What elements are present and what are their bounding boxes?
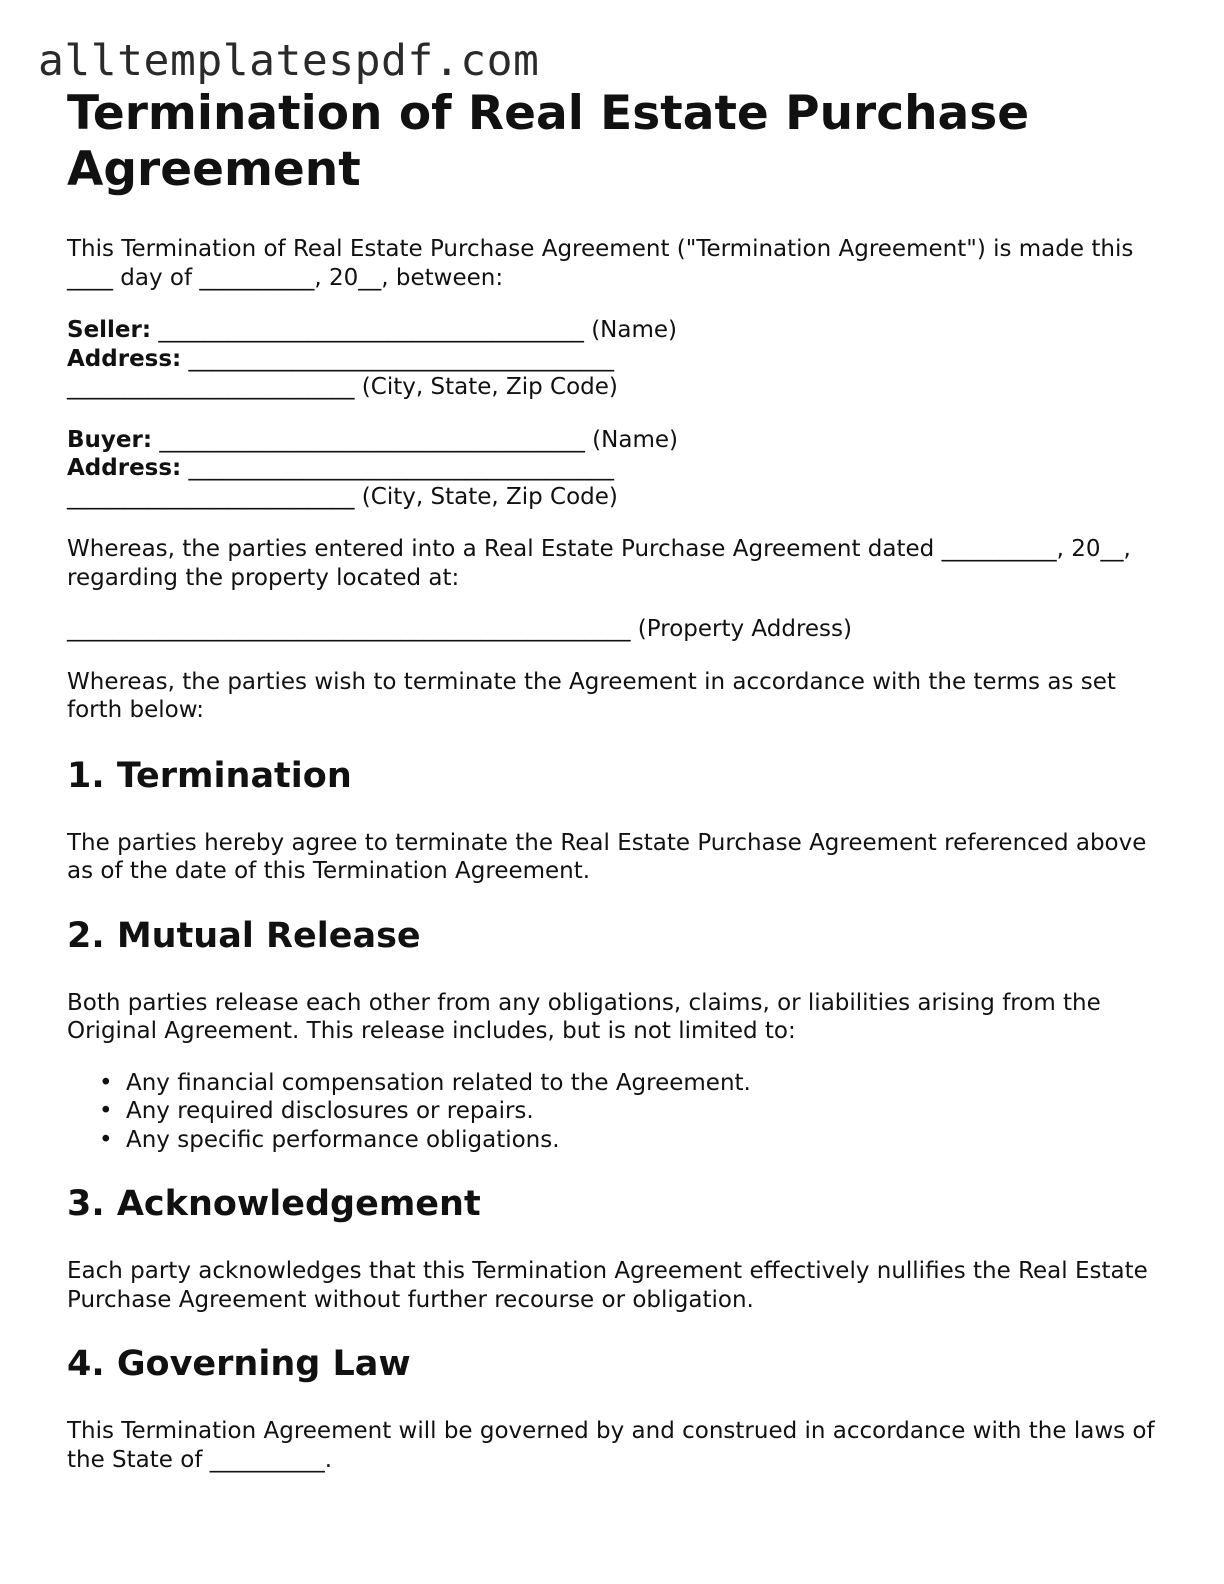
seller-city-field: _________________________ (City, State, Zip Code) (67, 374, 618, 400)
list-item-text: Any required disclosures or repairs. (126, 1098, 534, 1124)
seller-address-field: _____________________________________ (181, 345, 615, 372)
section-body-mutual-release: Both parties release each other from any obligations, claims, or liabilities arising from the Original Agreement. This release includes, but is not limited to: (67, 989, 1101, 1044)
list-item (99, 1126, 1157, 1155)
list-item (99, 1097, 1157, 1126)
buyer-address-field: _____________________________________ (181, 455, 615, 481)
buyer-name-field: _____________________________________ (Name) (152, 426, 678, 453)
list-item-text: Any financial compensation related to the Agreement. (126, 1069, 751, 1096)
release-list (67, 1069, 1157, 1155)
seller-block (67, 316, 1157, 402)
seller-name-field: _____________________________________ (Name) (151, 317, 678, 343)
watermark: alltemplatespdf.com (38, 36, 540, 86)
buyer-city-field: _________________________ (City, State, Zip Code) (67, 483, 618, 510)
seller-label: Seller: (67, 317, 152, 343)
list-item-text: Any specific performance obligations. (126, 1126, 560, 1153)
section-body-acknowledgement: Each party acknowledges that this Termination Agreement effectively nullifies the Real Estate Purchase Agreement without further recourse or obligation. (67, 1258, 1148, 1313)
bullet-icon: • (99, 1069, 113, 1096)
bullet-icon: • (99, 1098, 113, 1124)
list-item (99, 1069, 1157, 1098)
buyer-address-label: Address: (67, 455, 182, 481)
intro-paragraph: This Termination of Real Estate Purchase Agreement ("Termination Agreement") is made this ____ day of __________, 20__, between: (67, 236, 1134, 291)
section-body-termination: The parties hereby agree to terminate the Real Estate Purchase Agreement referenced above as of the date of this Termination Agreement. (67, 829, 1147, 884)
section-body-governing-law: This Termination Agreement will be governed by and construed in accordance with the laws of the State of __________. (67, 1418, 1155, 1473)
section-heading-termination: 1. Termination (67, 755, 352, 796)
buyer-label: Buyer: (67, 426, 153, 453)
buyer-block (67, 426, 1157, 512)
section-heading-mutual-release: 2. Mutual Release (67, 915, 421, 956)
section-heading-governing-law: 4. Governing Law (67, 1344, 411, 1384)
document-body (67, 86, 1157, 1474)
section-heading-acknowledgement: 3. Acknowledgement (67, 1184, 481, 1224)
document-title: Termination of Real Estate Purchase Agreement (67, 86, 1030, 197)
whereas-paragraph-2: Whereas, the parties wish to terminate the Agreement in accordance with the terms as set forth below: (67, 668, 1116, 723)
whereas-paragraph-1: Whereas, the parties entered into a Real Estate Purchase Agreement dated __________, 20__, regarding the property located at: (67, 536, 1131, 591)
property-address-field: _________________________________________________ (Property Address) (67, 616, 852, 642)
seller-address-label: Address: (67, 345, 182, 372)
bullet-icon: • (99, 1126, 113, 1153)
